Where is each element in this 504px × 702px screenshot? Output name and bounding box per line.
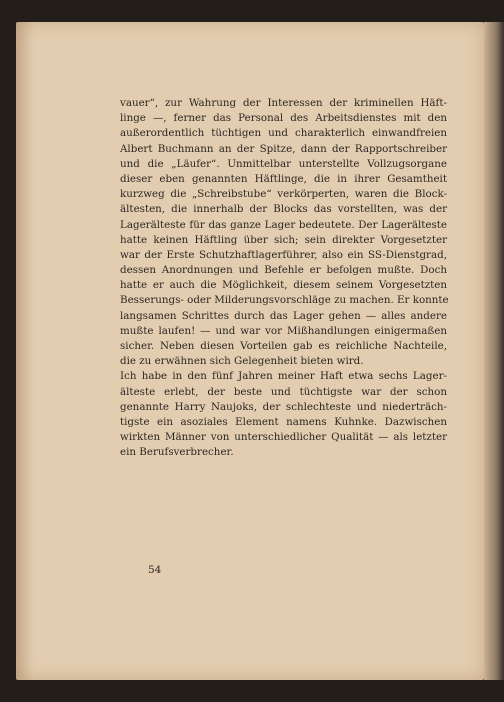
text-line: hatte keinen Häftling über sich; sein direkter Vorgesetzter	[120, 233, 447, 246]
text-line: ältesten, die innerhalb der Blocks das vorstellten, was der	[120, 203, 447, 216]
book-page	[16, 22, 484, 680]
text-line: älteste erlebt, der beste und tüchtigste war der schon	[120, 385, 447, 398]
text-line: vauer“, zur Wahrung der Interessen der kriminellen Häft-	[120, 97, 447, 109]
text-line: genannte Harry Naujoks, der schlechteste und niederträch-	[120, 400, 447, 413]
text-line: außerordentlich tüchtigen und charakterlich einwandfreien	[120, 127, 447, 140]
text-line: war der Erste Schutzhaftlagerführer, also ein SS-Dienstgrad,	[120, 248, 447, 261]
body-text	[120, 96, 447, 461]
text-line: ein Berufsverbrecher.	[120, 446, 234, 459]
page-number: 54	[148, 564, 162, 576]
text-line: mußte laufen! — und war vor Mißhandlungen einigermaßen	[120, 324, 447, 337]
book-edge	[484, 22, 504, 680]
text-line: Albert Buchmann an der Spitze, dann der Rapportschreiber	[120, 142, 447, 155]
text-line: linge —, ferner das Personal des Arbeitsdienstes mit den	[120, 112, 447, 125]
text-line: die zu erwähnen sich Gelegenheit bieten wird.	[120, 355, 364, 368]
text-line: und die „Läufer“. Unmittelbar unterstellte Vollzugsorgane	[120, 157, 447, 170]
text-line: kurzweg die „Schreibstube“ verkörperten, waren die Block-	[120, 188, 447, 201]
text-line: Ich habe in den fünf Jahren meiner Haft etwa sechs Lager-	[120, 370, 447, 383]
text-line: dessen Anordnungen und Befehle er befolgen mußte. Doch	[120, 264, 447, 277]
text-line: wirkten Männer von unterschiedlicher Qualität — als letzter	[120, 431, 447, 444]
text-line: tigste ein asoziales Element namens Kuhnke. Dazwischen	[120, 415, 447, 428]
text-line: langsamen Schrittes durch das Lager gehen — alles andere	[120, 309, 447, 322]
text-line: Lagerälteste für das ganze Lager bedeutete. Der Lagerälteste	[120, 218, 447, 231]
text-line: dieser eben genannten Häftlinge, die in ihrer Gesamtheit	[120, 172, 447, 185]
text-line: Besserungs- oder Milderungsvorschläge zu machen. Er konnte	[120, 294, 449, 307]
text-line: sicher. Neben diesen Vorteilen gab es reichliche Nachteile,	[120, 340, 447, 352]
text-line: hatte er auch die Möglichkeit, diesem seinem Vorgesetzten	[120, 279, 447, 292]
